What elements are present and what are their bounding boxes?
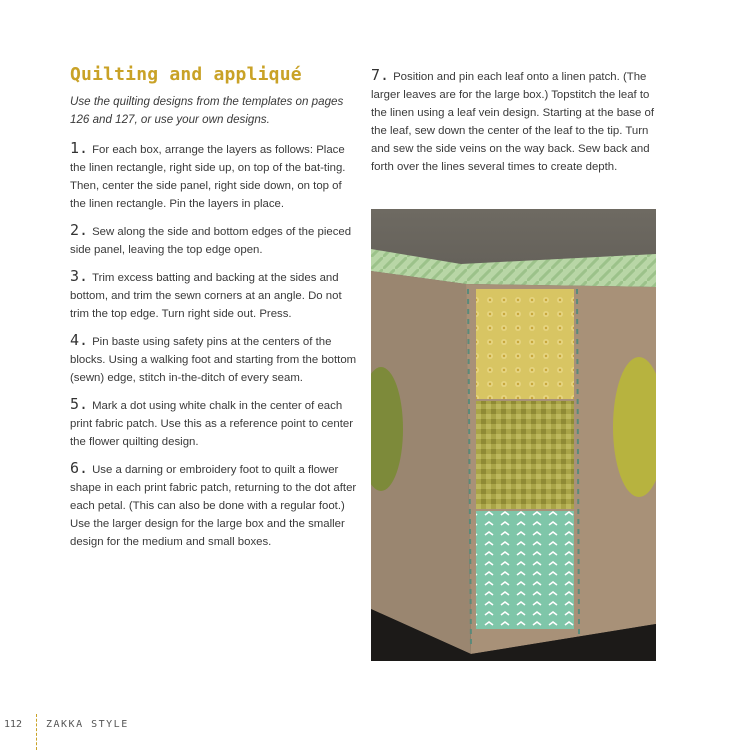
step-text: Pin baste using safety pins at the centers of the blocks. Using a walking foot and starting from the bottom (sewn) edge, stitch in-the-ditch of every seam.	[70, 336, 357, 384]
step-5	[70, 395, 360, 451]
step-number: 1.	[70, 139, 89, 157]
quilted-box-photo	[371, 209, 656, 661]
footer-divider	[36, 714, 37, 750]
step-1	[70, 139, 360, 213]
step-3	[70, 267, 360, 323]
step-text: Use a darning or embroidery foot to quilt a flower shape in each print fabric patch, returning to the dot after each petal. (This can also be done with a regular foot.) Use the larger design for the large box and the smaller design for the medium and small boxes.	[70, 464, 357, 548]
step-number: 6.	[70, 459, 89, 477]
step-text: Trim excess batting and backing at the sides and bottom, and trim the sewn corners at an angle. Do not trim the top edge. Turn right side out. Press.	[70, 272, 342, 320]
step-number: 5.	[70, 395, 89, 413]
section-heading: Quilting and appliqué	[70, 64, 302, 85]
step-number: 2.	[70, 221, 89, 239]
step-number: 4.	[70, 331, 89, 349]
step-6	[70, 459, 360, 551]
book-title: ZAKKA STYLE	[46, 719, 129, 730]
right-column	[371, 66, 656, 184]
page-number: 112	[4, 719, 23, 730]
step-text: For each box, arrange the layers as follows: Place the linen rectangle, right side up, on top of the bat-ting. Then, center the side panel, right side down, on top of the linen rectangle. Pin the layers in place.	[70, 144, 346, 210]
step-4	[70, 331, 360, 387]
step-number: 7.	[371, 66, 390, 84]
page-footer	[0, 714, 750, 750]
step-text: Sew along the side and bottom edges of the pieced side panel, leaving the top edge open.	[70, 226, 352, 256]
step-text: Mark a dot using white chalk in the center of each print fabric patch. Use this as a reference point to center the flower quilting design.	[70, 400, 354, 448]
left-column	[70, 64, 360, 559]
step-7	[371, 66, 656, 176]
step-number: 3.	[70, 267, 89, 285]
step-text: Position and pin each leaf onto a linen patch. (The larger leaves are for the large box.) Topstitch the leaf to the linen using a leaf vein design. Starting at the base of the leaf, sew down the center of the leaf to the tip. Turn and sew the side veins on the way back. Sew back and forth over the lines several times to create depth.	[371, 71, 655, 173]
step-2	[70, 221, 360, 259]
intro-paragraph: Use the quilting designs from the templates on pages 126 and 127, or use your own designs.	[70, 95, 344, 126]
